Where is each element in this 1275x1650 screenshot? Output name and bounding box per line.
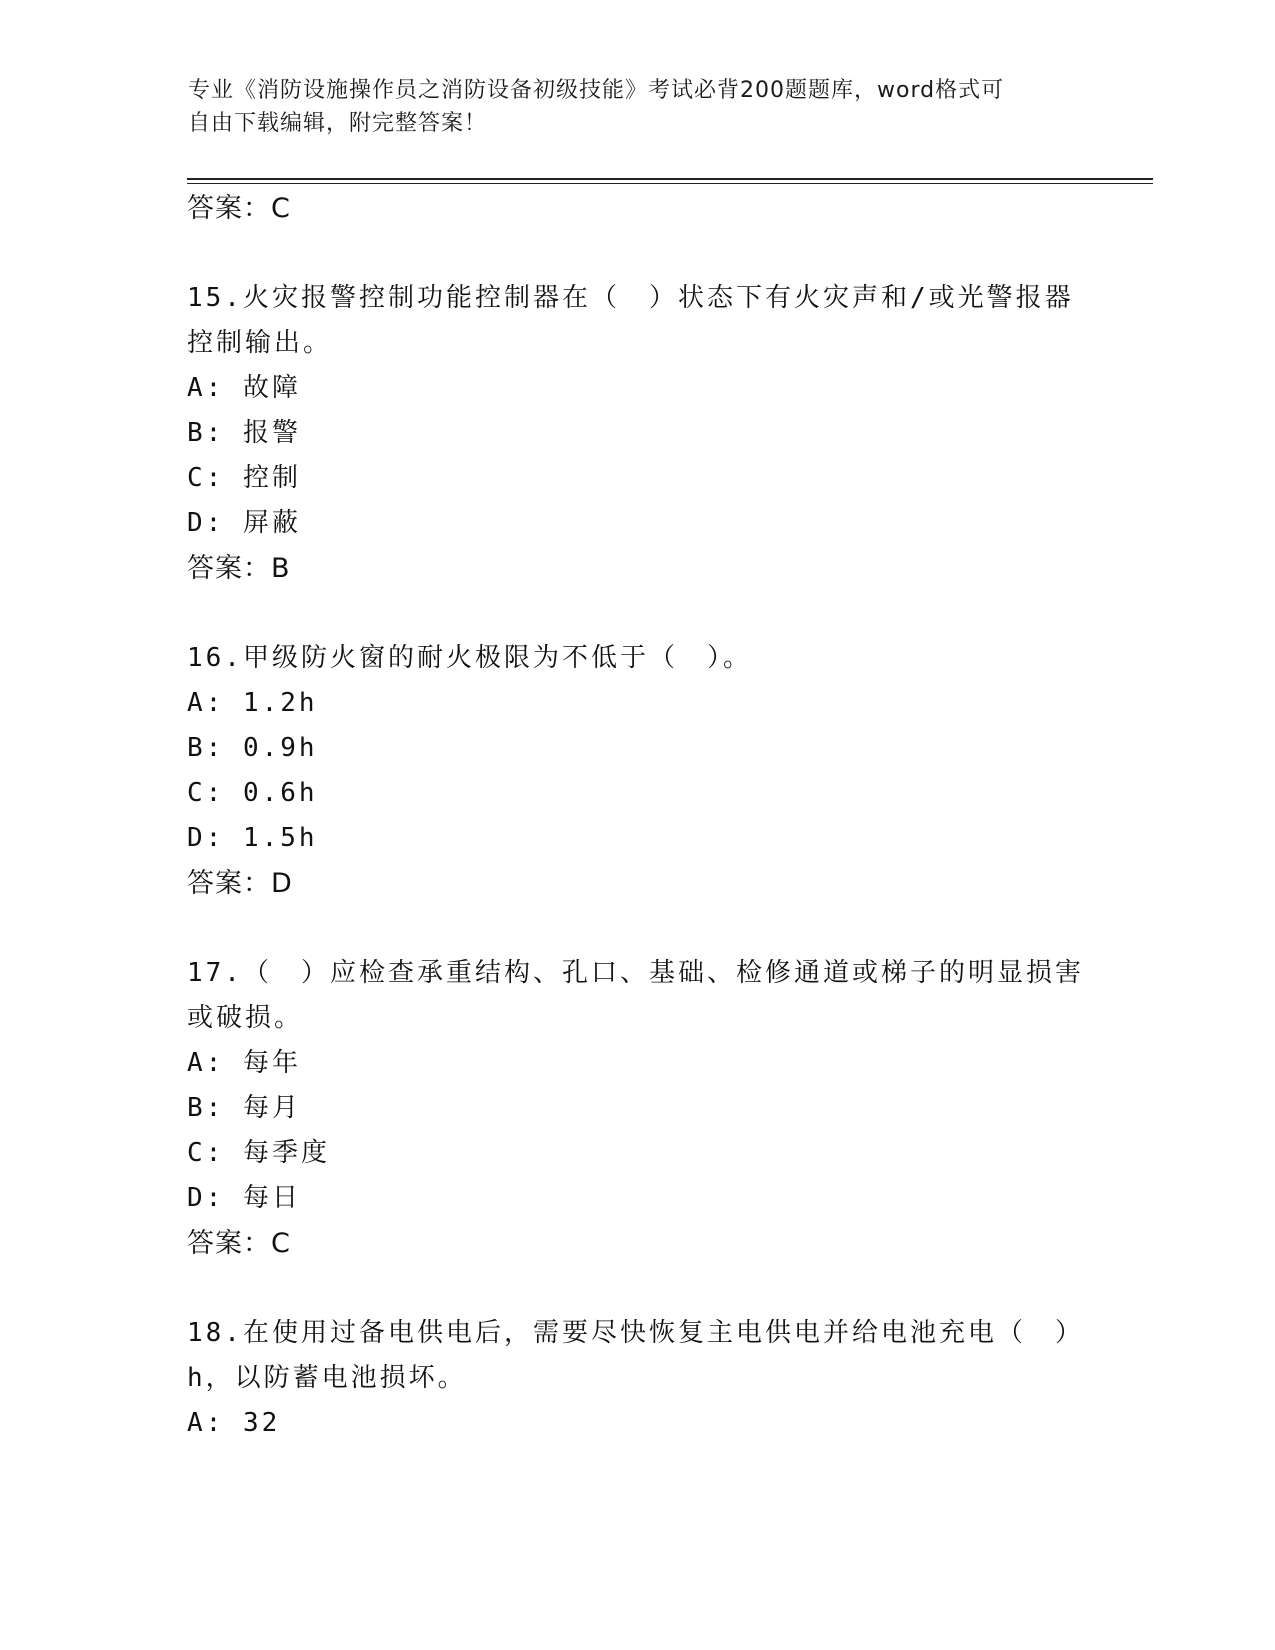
question-text-cont: h，以防蓄电池损坏。 bbox=[187, 1363, 467, 1393]
option-a: A: 故障 bbox=[187, 373, 301, 403]
question-text: 16.甲级防火窗的耐火极限为不低于（ ）。 bbox=[187, 643, 752, 673]
option-c: C: 控制 bbox=[187, 463, 301, 493]
question-list bbox=[187, 186, 1087, 1446]
header-line-1: 专业《消防设施操作员之消防设备初级技能》考试必背200题题库，word格式可 bbox=[188, 78, 1005, 103]
option-c: C: 每季度 bbox=[187, 1138, 330, 1168]
question-text: 15.火灾报警控制功能控制器在（ ）状态下有火灾声和/或光警报器 bbox=[187, 283, 1074, 313]
document-header bbox=[188, 74, 1068, 140]
header-rule-thin bbox=[187, 183, 1153, 184]
question-text-cont: 或破损。 bbox=[187, 1003, 304, 1033]
option-d: D: 每日 bbox=[187, 1183, 301, 1213]
header-rule-thick bbox=[187, 178, 1153, 180]
answer-line: 答案：B bbox=[187, 553, 291, 584]
option-b: B: 每月 bbox=[187, 1093, 301, 1123]
question-17 bbox=[187, 951, 1087, 1267]
answer-line: 答案：C bbox=[187, 1228, 291, 1259]
answer-line: 答案：D bbox=[187, 868, 293, 899]
question-18 bbox=[187, 1311, 1087, 1446]
question-15 bbox=[187, 276, 1087, 592]
option-d: D: 1.5h bbox=[187, 823, 318, 853]
option-a: A: 1.2h bbox=[187, 688, 318, 718]
option-d: D: 屏蔽 bbox=[187, 508, 301, 538]
question-text-cont: 控制输出。 bbox=[187, 328, 333, 358]
option-a: A: 每年 bbox=[187, 1048, 301, 1078]
option-a: A: 32 bbox=[187, 1408, 281, 1438]
option-b: B: 0.9h bbox=[187, 733, 318, 763]
question-text: 18.在使用过备电供电后，需要尽快恢复主电供电并给电池充电（ ） bbox=[187, 1318, 1084, 1348]
option-b: B: 报警 bbox=[187, 418, 301, 448]
answer-line: 答案：C bbox=[187, 193, 291, 224]
question-text: 17.（ ）应检查承重结构、孔口、基础、检修通道或梯子的明显损害 bbox=[187, 958, 1084, 988]
question-16 bbox=[187, 636, 1087, 907]
option-c: C: 0.6h bbox=[187, 778, 318, 808]
header-line-2: 自由下载编辑，附完整答案！ bbox=[188, 111, 488, 136]
